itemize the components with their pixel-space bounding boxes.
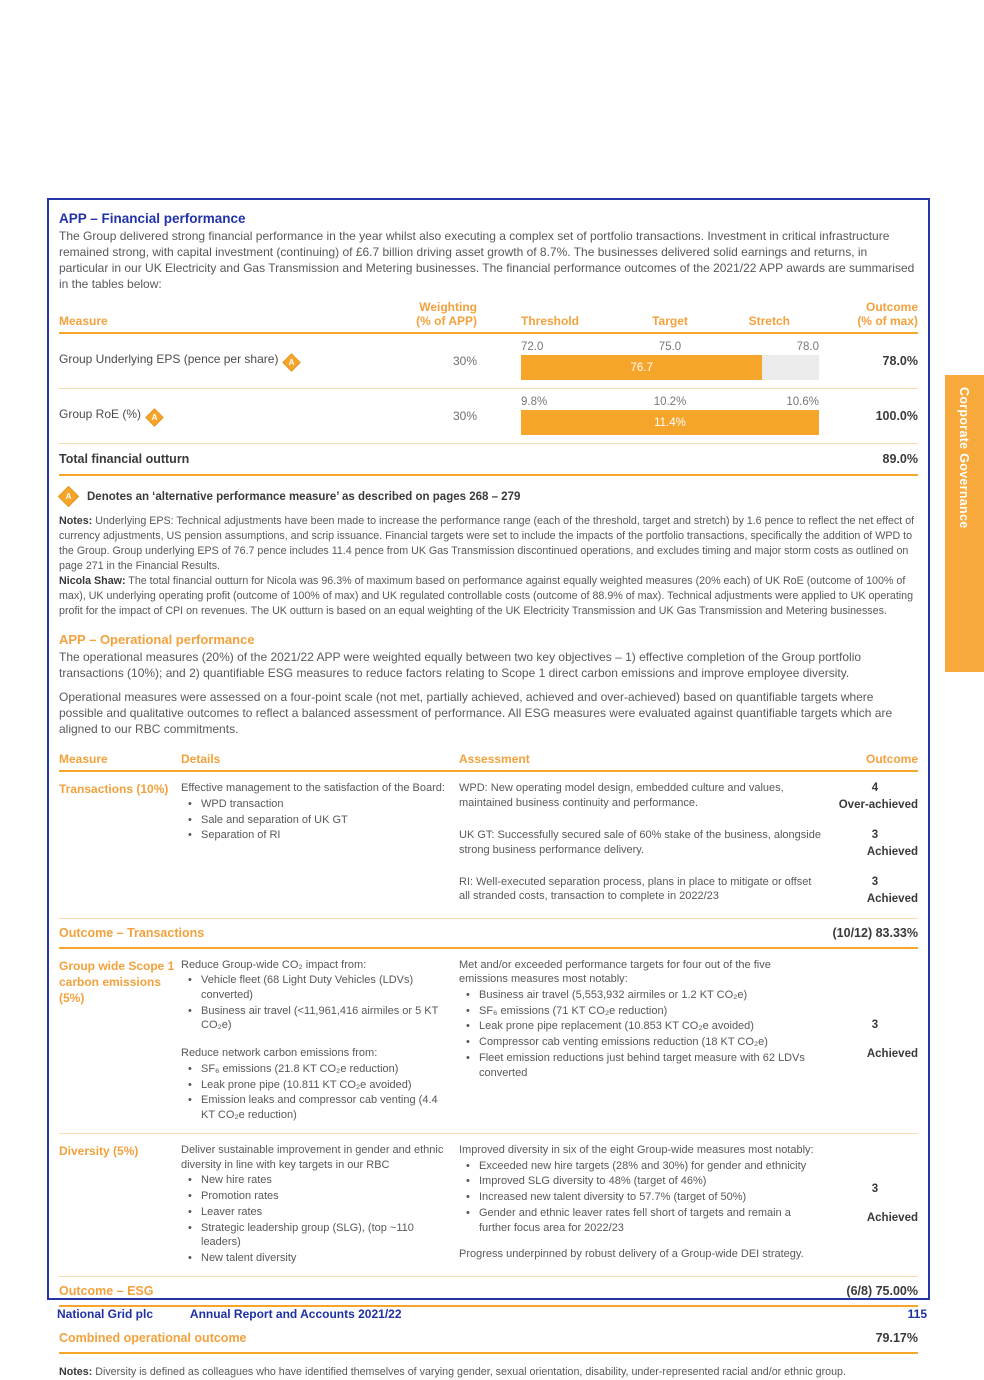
operational-table-header — [59, 746, 918, 772]
performance-bar-roe — [521, 396, 819, 435]
rating-label: Achieved — [866, 1211, 918, 1224]
summary-value: (6/8) 75.00% — [846, 1283, 918, 1298]
combined-operational-outcome-row — [59, 1324, 918, 1354]
threshold-value: 9.8% — [521, 396, 548, 409]
score-value: 3 — [871, 828, 879, 841]
table-row — [59, 389, 918, 444]
assessment-closing: Progress underpinned by robust delivery of a Group-wide DEI strategy. — [459, 1248, 804, 1261]
total-value: 89.0% — [882, 452, 918, 467]
outcome-value: 100.0% — [875, 408, 918, 423]
table-row-transactions — [59, 772, 918, 918]
list-item: • Fleet emission reductions just behind target measure with 62 LDVs converted — [459, 1051, 822, 1080]
outcome-cell — [832, 875, 918, 908]
section-tab-corporate-governance: Corporate Governance — [945, 375, 984, 672]
actual-value-label: 76.7 — [630, 361, 653, 374]
list-item: • New hire rates — [181, 1173, 445, 1188]
outcome-cell — [832, 781, 918, 814]
financial-intro-paragraph: The Group delivered strong financial performance in the year whilst also executing a complex set of portfolio transactions. Investment in critical infrastructure remained strong, with capital investment (continuing) of £6.7 billion driving asset growth of 8.7%. The businesses delivered solid earnings and returns, in particular in our UK Electricity and Gas Transmission and Metering businesses. The financial performance outcomes of the 2021/22 APP awards are summarised in the tables below: — [59, 229, 915, 291]
list-item: • Increased new talent diversity to 57.7% (target of 50%) — [459, 1190, 822, 1205]
outcome-cell — [832, 1182, 918, 1226]
col-header-measure: Measure — [59, 752, 108, 767]
list-item: • Compressor cab venting emissions reduction (18 KT CO₂e) — [459, 1035, 822, 1050]
list-item: • Emission leaks and compressor cab venting (4.4 KT CO₂e reduction) — [181, 1093, 445, 1122]
score-value: 3 — [871, 1183, 879, 1196]
col-header-target: Target — [652, 313, 688, 328]
col-header-outcome: Outcome — [865, 752, 918, 767]
emissions-assessment: Met and/or exceeded performance targets for four out of the five emissions measures most notably: • Business air travel (5,553,932 airmiles or 1.2 KT CO₂e) • SF₆ emissions (71 KT CO₂e reduction) • Leak prone pipe replacement (10.853 KT CO₂e avoided) • Compressor cab venting emissions reduction (18 KT CO₂e) • Fleet emission reductions just behind target measure with 62 LDVs converted 3 Achieved — [459, 958, 918, 1123]
table-row-emissions — [59, 949, 918, 1134]
measure-label-transactions: Transactions (10%) — [59, 782, 169, 797]
outcome-transactions-row — [59, 919, 918, 949]
operational-paragraph-1: The operational measures (20%) of the 2021/22 APP were weighted equally between two key objectives – 1) effective completion of the Group portfolio transactions (10%); and 2) quantifiable ESG measures to reduce factors relating to Scope 1 direct carbon emissions and improve employee diversity. — [59, 650, 862, 681]
nicola-shaw-label: Nicola Shaw: — [59, 575, 126, 588]
stretch-value: 78.0 — [796, 341, 819, 354]
list-item: • Vehicle fleet (68 Light Duty Vehicles (LDVs) converted) — [181, 973, 445, 1002]
col-header-outcome: Outcome (% of max) — [857, 299, 918, 328]
list-item: • Leak prone pipe (10.811 KT CO₂e avoided) — [181, 1078, 445, 1093]
col-header-threshold: Threshold — [521, 313, 580, 328]
list-item: • Promotion rates — [181, 1189, 445, 1204]
list-item: • Leaver rates — [181, 1205, 445, 1220]
outcome-cell — [832, 1018, 918, 1062]
table-row — [59, 334, 918, 389]
apm-diamond-icon: A — [283, 354, 301, 372]
list-item: • Improved SLG diversity to 48% (target of 46%) — [459, 1174, 822, 1189]
measure-label-roe: Group RoE (%) A — [59, 407, 397, 424]
summary-label: Outcome – ESG — [59, 1283, 154, 1298]
score-value: 3 — [871, 875, 879, 888]
list-item: • SF₆ emissions (71 KT CO₂e reduction) — [459, 1004, 822, 1019]
footer-report-title: Annual Report and Accounts 2021/22 — [189, 1307, 402, 1321]
col-header-measure: Measure — [59, 313, 108, 328]
financial-table-header — [59, 301, 918, 335]
list-item: • Exceeded new hire targets (28% and 30%) for gender and ethnicity — [459, 1159, 822, 1174]
bar-fill — [521, 355, 762, 380]
score-value: 4 — [871, 782, 879, 795]
weighting-value: 30% — [452, 353, 477, 368]
col-header-weighting: Weighting (% of APP) — [416, 299, 477, 328]
apm-legend-text: Denotes an ‘alternative performance measure’ as described on pages 268 – 279 — [87, 490, 521, 503]
target-value: 10.2% — [653, 396, 687, 409]
diversity-assessment: Improved diversity in six of the eight Group-wide measures most notably: • Exceeded new hire targets (28% and 30%) for gender and ethnicity • Improved SLG diversity to 48% (target of 46%) • Increased new talent diversity to 57.7% (target of 50%) • Gender and ethnic leaver rates fell short of targets and remain a further focus area for 2022/23 Progress underpinned by robust delivery of a Group-wide DEI strategy. 3 Achieved — [459, 1143, 918, 1266]
list-item: • Leak prone pipe replacement (10.853 KT CO₂e avoided) — [459, 1019, 822, 1034]
summary-value: 79.17% — [875, 1330, 918, 1345]
operational-notes: Notes: Diversity is defined as colleagues who have identified themselves of varying gender, sexual orientation, disability, under-represented racial and/or ethnic group. — [59, 1365, 846, 1378]
assessment-text: UK GT: Successfully secured sale of 60% stake of the business, alongside strong business performance delivery. — [459, 828, 821, 856]
rating-label: Achieved — [866, 1047, 918, 1060]
total-label: Total financial outturn — [59, 452, 190, 467]
col-header-assessment: Assessment — [459, 752, 530, 767]
summary-value: (10/12) 83.33% — [832, 925, 918, 940]
page-footer — [57, 1307, 927, 1321]
list-item: • Business air travel (<11,961,416 airmiles or 5 KT CO₂e) — [181, 1004, 445, 1033]
actual-value-label: 11.4% — [654, 416, 686, 429]
weighting-value: 30% — [452, 408, 477, 423]
list-item: • Gender and ethnic leaver rates fell short of targets and remain a further focus area for 2022/23 — [459, 1206, 822, 1235]
table-row-diversity — [59, 1134, 918, 1277]
footer-brand: National Grid plc — [57, 1307, 154, 1321]
transactions-details: Effective management to the satisfaction of the Board: • WPD transaction • Sale and separation of UK GT • Separation of RI — [181, 781, 459, 907]
operational-section-heading: APP – Operational performance — [59, 632, 255, 648]
measure-label-eps: Group Underlying EPS (pence per share) A — [59, 352, 397, 369]
emissions-details: Reduce Group-wide CO₂ impact from: • Vehicle fleet (68 Light Duty Vehicles (LDVs) converted) • Business air travel (<11,961,416 airmiles or 5 KT CO₂e) Reduce network carbon emissions from: • SF₆ emissions (21.8 KT CO₂e reduction) • Leak prone pipe (10.811 KT CO₂e avoided) • Emission leaks and compressor cab venting (4.4 KT CO₂e reduction) — [181, 958, 459, 1123]
summary-label: Combined operational outcome — [59, 1330, 247, 1345]
total-financial-outturn-row — [59, 444, 918, 476]
transactions-assessment — [459, 781, 918, 907]
rating-label: Achieved — [866, 893, 918, 906]
measure-label-diversity: Diversity (5%) — [59, 1143, 139, 1158]
list-item: • Separation of RI — [181, 828, 445, 843]
rating-label: Over-achieved — [838, 799, 918, 812]
list-item: • Sale and separation of UK GT — [181, 813, 445, 828]
list-item: • New talent diversity — [181, 1251, 445, 1266]
financial-section-heading: APP – Financial performance — [59, 211, 246, 226]
bar-fill — [521, 410, 819, 435]
outcome-esg-row — [59, 1277, 918, 1307]
apm-diamond-icon: A — [58, 486, 79, 507]
list-item: • WPD transaction — [181, 797, 445, 812]
score-value: 3 — [871, 1019, 879, 1032]
bar-track — [521, 410, 819, 435]
col-header-details: Details — [181, 752, 221, 767]
assessment-text: WPD: New operating model design, embedded culture and values, maintained business continuity and performance. — [459, 782, 784, 809]
apm-legend — [59, 489, 918, 504]
threshold-value: 72.0 — [521, 341, 544, 354]
notes-label: Notes: — [59, 1365, 93, 1378]
financial-notes: Notes: Underlying EPS: Technical adjustments have been made to increase the performance range (each of the threshold, target and stretch) by 1.6 pence to reflect the net effect of currency adjustments, US pension assumptions, and scrip issuance. Financial targets were set to include the impacts of the portfolio transactions, specifically the addition of WPD to the Group. Group underlying EPS of 76.7 pence includes 11.4 pence from UK Gas Transmission discontinued operations, and excludes timing and major storm costs as outlined on page 271 in the Financial Results. Nicola Shaw: The total financial outturn for Nicola was 96.3% of maximum based on performance against equally weighted measures (20% each) of UK RoE (outcome of 100% of max), UK underlying operating profit (outcome of 100% of max) and UK regulated controllable costs (outcome of 88.9% of max). Technical adjustments were applied to UK operating profit for the impact of CPI on revenues. The UK outturn is based on an equal weighting of the UK Electricity Transmission and UK Gas Transmission and Metering businesses. — [59, 515, 915, 618]
diversity-details: Deliver sustainable improvement in gender and ethnic diversity in line with key targets in our RBC • New hire rates • Promotion rates • Leaver rates • Strategic leadership group (SLG), (top ~110 leaders) • New talent diversity — [181, 1143, 459, 1266]
measure-label-emissions: Group wide Scope 1 carbon emissions (5%) — [59, 958, 175, 1005]
assessment-text: RI: Well-executed separation process, plans in place to mitigate or offset all stranded costs, transaction to complete in 2022/23 — [459, 875, 812, 903]
outcome-cell — [832, 828, 918, 861]
stretch-value: 10.6% — [786, 396, 819, 409]
list-item: • SF₆ emissions (21.8 KT CO₂e reduction) — [181, 1062, 445, 1077]
list-item: • Strategic leadership group (SLG), (top ~110 leaders) — [181, 1221, 445, 1250]
notes-label: Notes: — [59, 515, 93, 528]
outcome-value: 78.0% — [882, 353, 918, 368]
list-item: • Business air travel (5,553,932 airmiles or 1.2 KT CO₂e) — [459, 988, 822, 1003]
operational-paragraph-2: Operational measures were assessed on a four-point scale (not met, partially achieved, achieved and over-achieved) based on quantifiable targets where possible and qualitative outcomes to reflect a balanced assessment of performance. All ESG measures were evaluated against quantifiable targets which are aligned to our RBC commitments. — [59, 690, 893, 737]
summary-label: Outcome – Transactions — [59, 925, 205, 940]
page-number: 115 — [907, 1307, 927, 1321]
performance-bar-eps — [521, 341, 819, 380]
apm-diamond-icon: A — [145, 409, 163, 427]
rating-label: Achieved — [866, 846, 918, 859]
col-header-stretch: Stretch — [748, 313, 790, 328]
bar-track — [521, 355, 819, 380]
target-value: 75.0 — [658, 341, 682, 354]
